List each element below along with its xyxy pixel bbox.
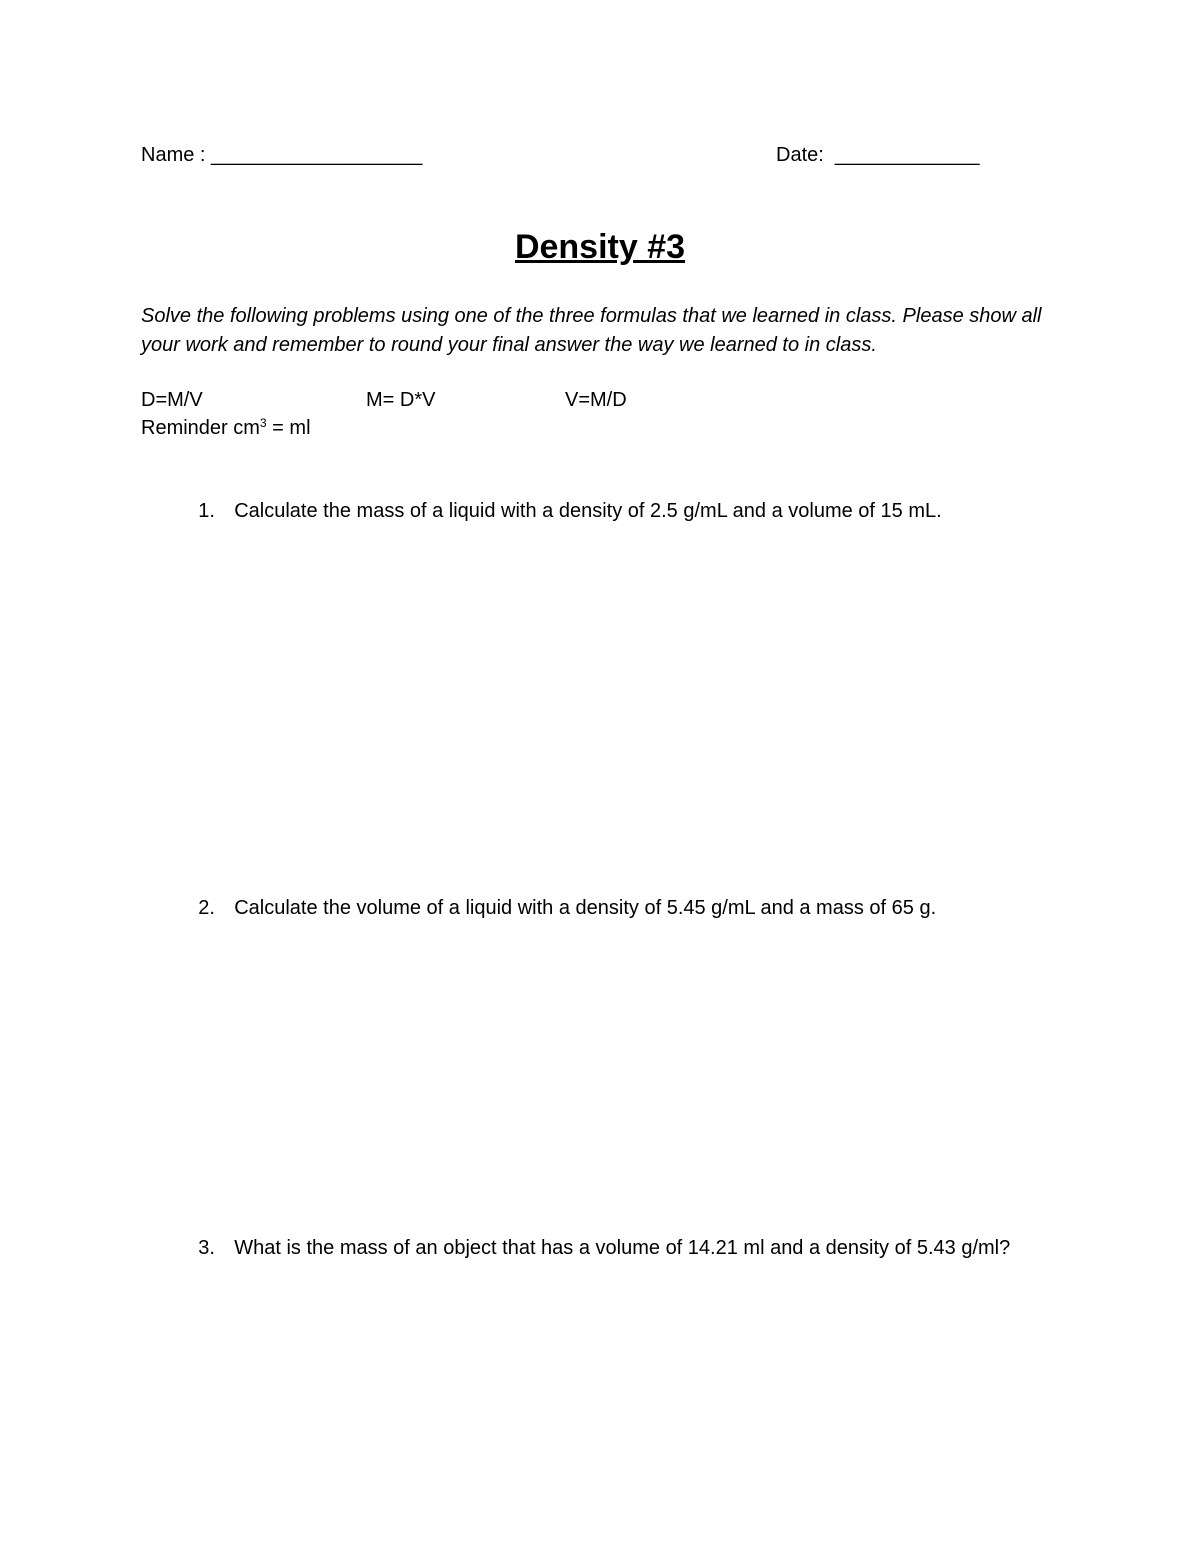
- page-title: Density #3: [514, 228, 686, 266]
- density-formula: D=M/V: [141, 389, 203, 411]
- question-text: What is the mass of an object that has a volume of 14.21 ml and a density of 5.43 g/ml?: [234, 1237, 1011, 1259]
- question-3: [176, 1212, 1010, 1284]
- question-2: [176, 872, 936, 944]
- question-number: 2.: [198, 897, 215, 919]
- date-field-label: Date: _____________: [776, 144, 980, 166]
- reminder-prefix: Reminder cm: [141, 417, 260, 439]
- question-1: [176, 475, 942, 547]
- question-text: Calculate the mass of a liquid with a density of 2.5 g/mL and a volume of 15 mL.: [234, 500, 942, 522]
- reminder-suffix: = ml: [266, 417, 311, 439]
- question-number: 3.: [198, 1237, 215, 1259]
- unit-reminder: [141, 416, 311, 440]
- question-text: Calculate the volume of a liquid with a density of 5.45 g/mL and a mass of 65 g.: [234, 897, 937, 919]
- mass-formula: M= D*V: [366, 389, 436, 411]
- instructions-text: Solve the following problems using one of the three formulas that we learned in class. Please show all your work and remember to round your final answer the way we learned to in class.: [141, 305, 1042, 356]
- question-number: 1.: [198, 500, 215, 522]
- name-field-label: Name : ___________________: [141, 144, 423, 166]
- volume-formula: V=M/D: [565, 389, 627, 411]
- reminder-superscript: 3: [259, 416, 267, 430]
